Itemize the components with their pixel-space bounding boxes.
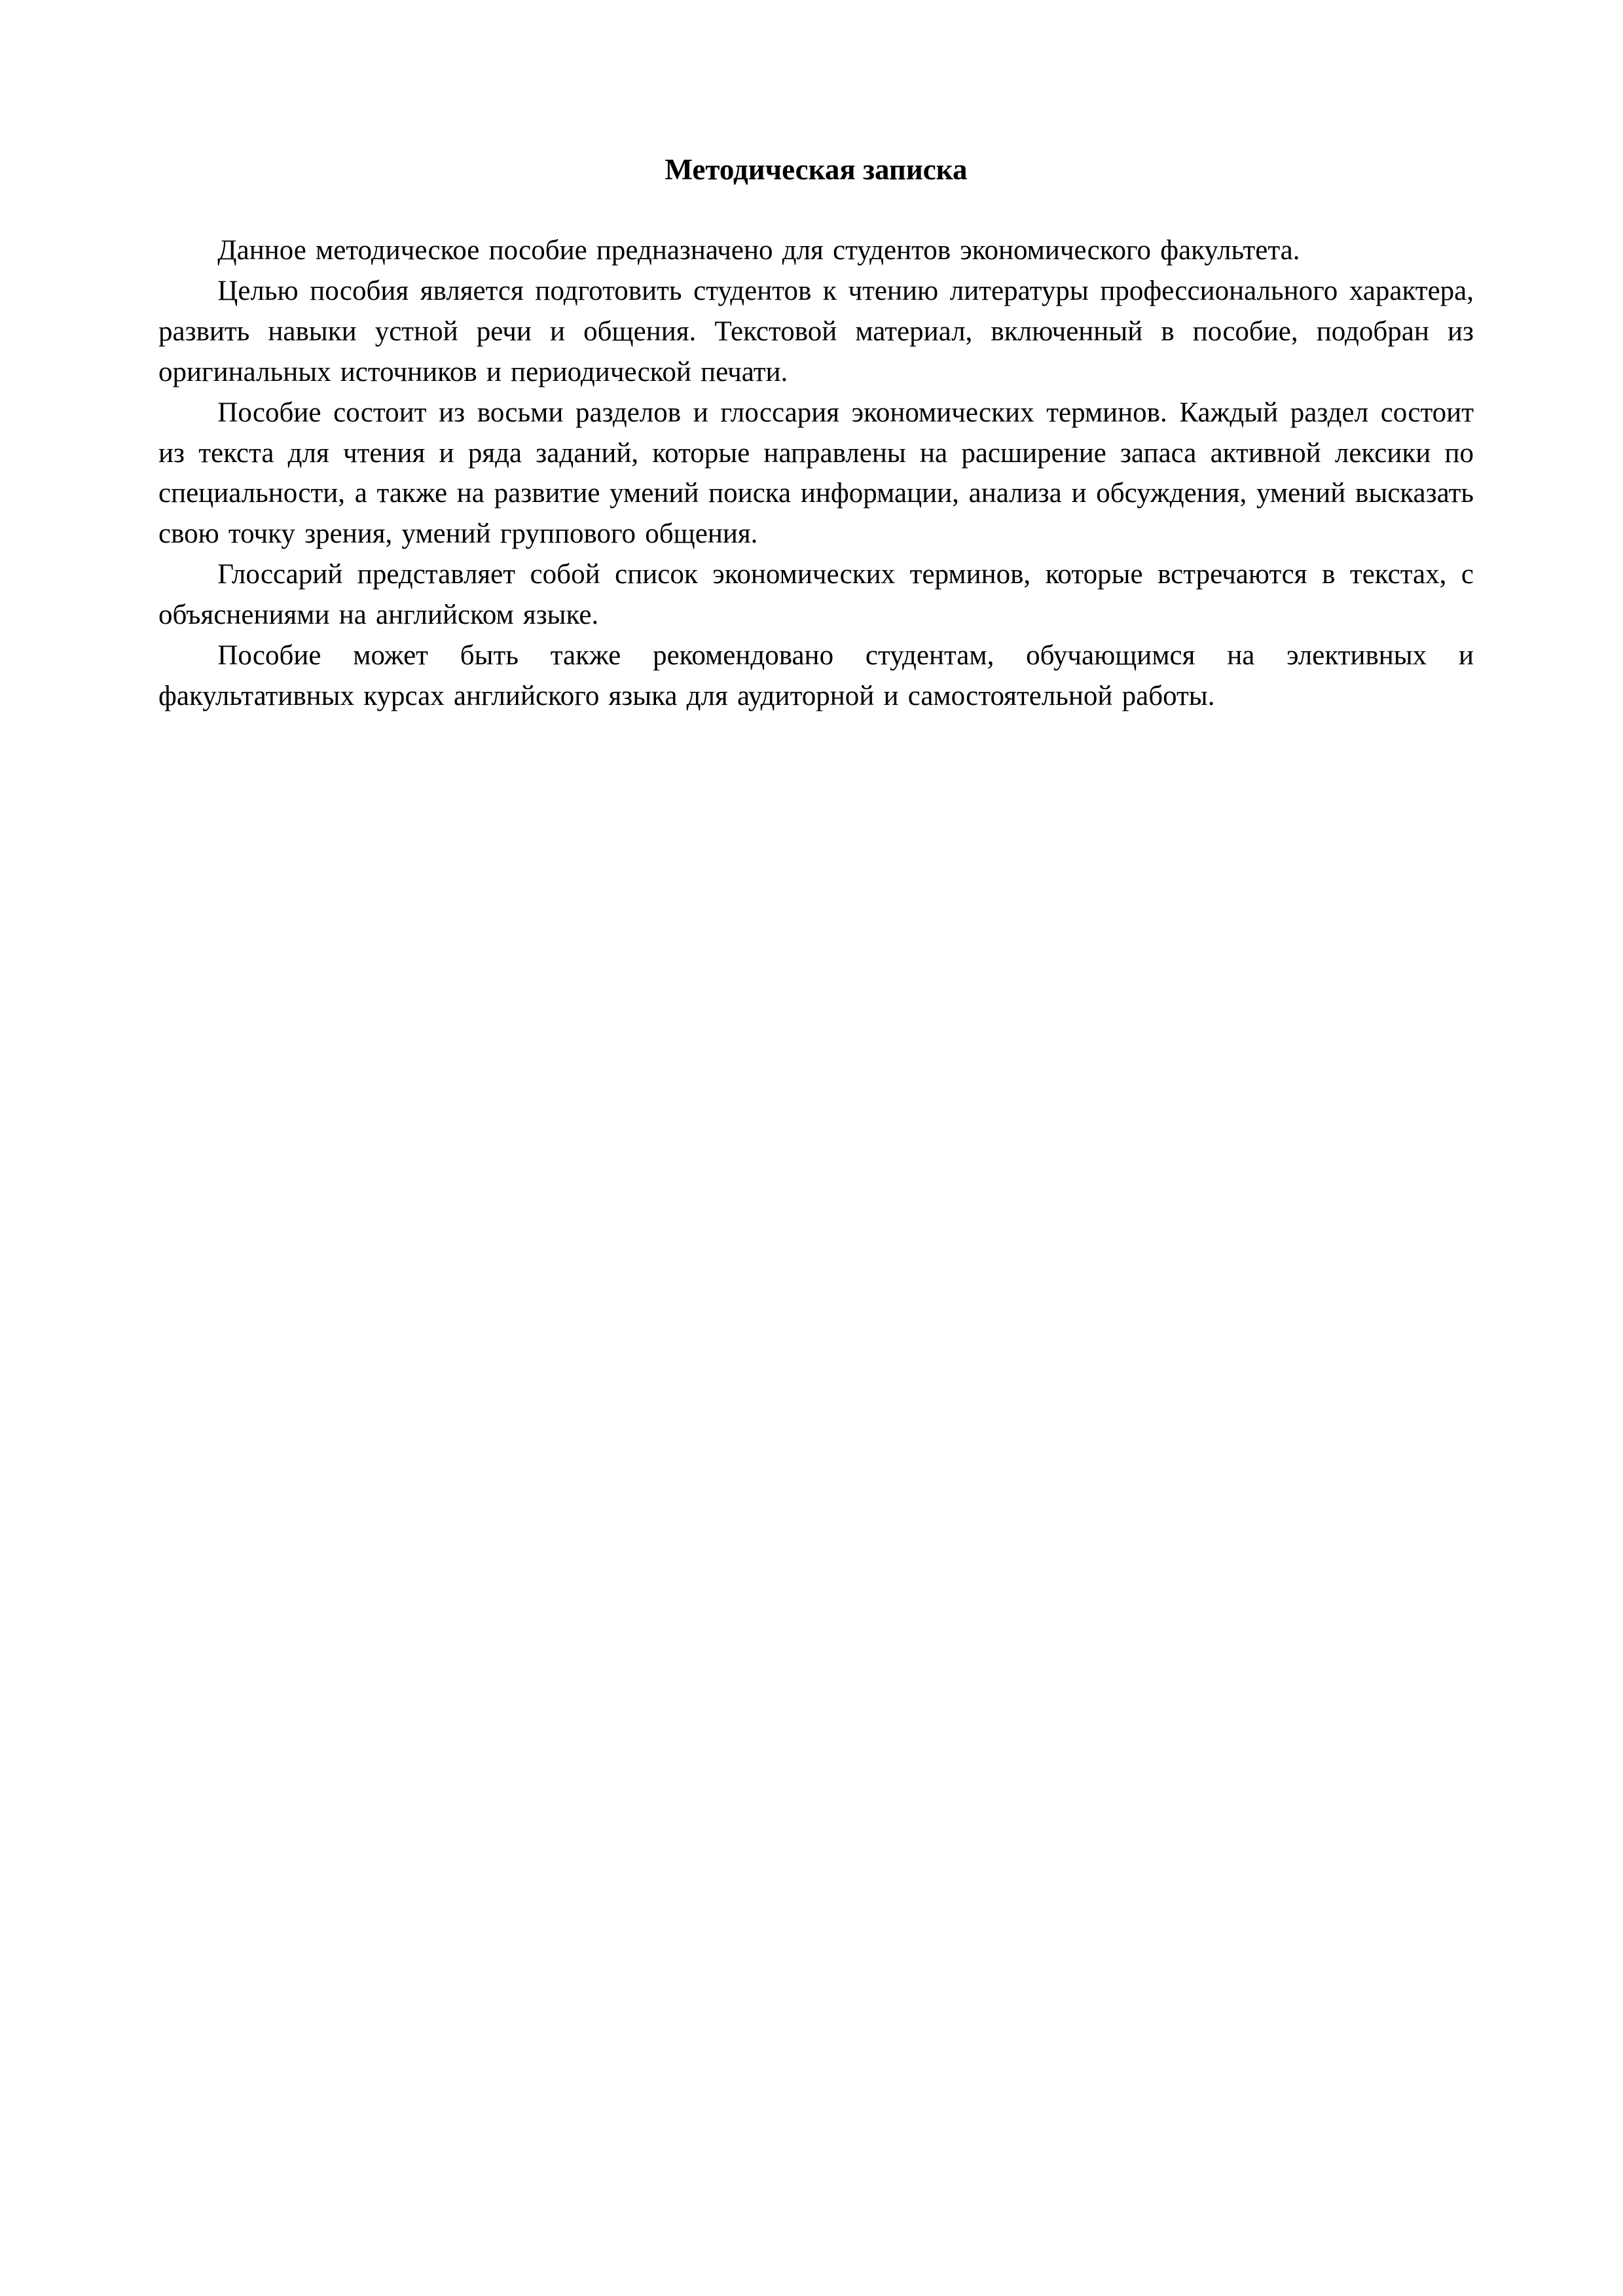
paragraph: Пособие может быть также рекомендовано студентам, обучающимся на элективных и факультативных курсах английского языка для аудиторной и самостоятельной работы. xyxy=(158,640,1474,711)
paragraph: Пособие состоит из восьми разделов и глоссария экономических терминов. Каждый раздел состоит из текста для чтения и ряда заданий, которые направлены на расширение запаса активной лексики по специальности, а также на развитие умений поиска информации, анализа и обсуждения, умений высказать свою точку зрения, умений группового общения. xyxy=(158,397,1474,550)
paragraph: Целью пособия является подготовить студентов к чтению литературы профессионального характера, развить навыки устной речи и общения. Текстовой материал, включенный в пособие, подобран из оригинальных источников и периодической печати. xyxy=(158,275,1474,387)
paragraph: Глоссарий представляет собой список экономических терминов, которые встречаются в текстах, с объяснениями на английском языке. xyxy=(158,559,1474,631)
document-body xyxy=(158,230,1474,717)
paragraph: Данное методическое пособие предназначено для студентов экономического факультета. xyxy=(217,235,1300,266)
page-title: Методическая записка xyxy=(665,153,968,186)
